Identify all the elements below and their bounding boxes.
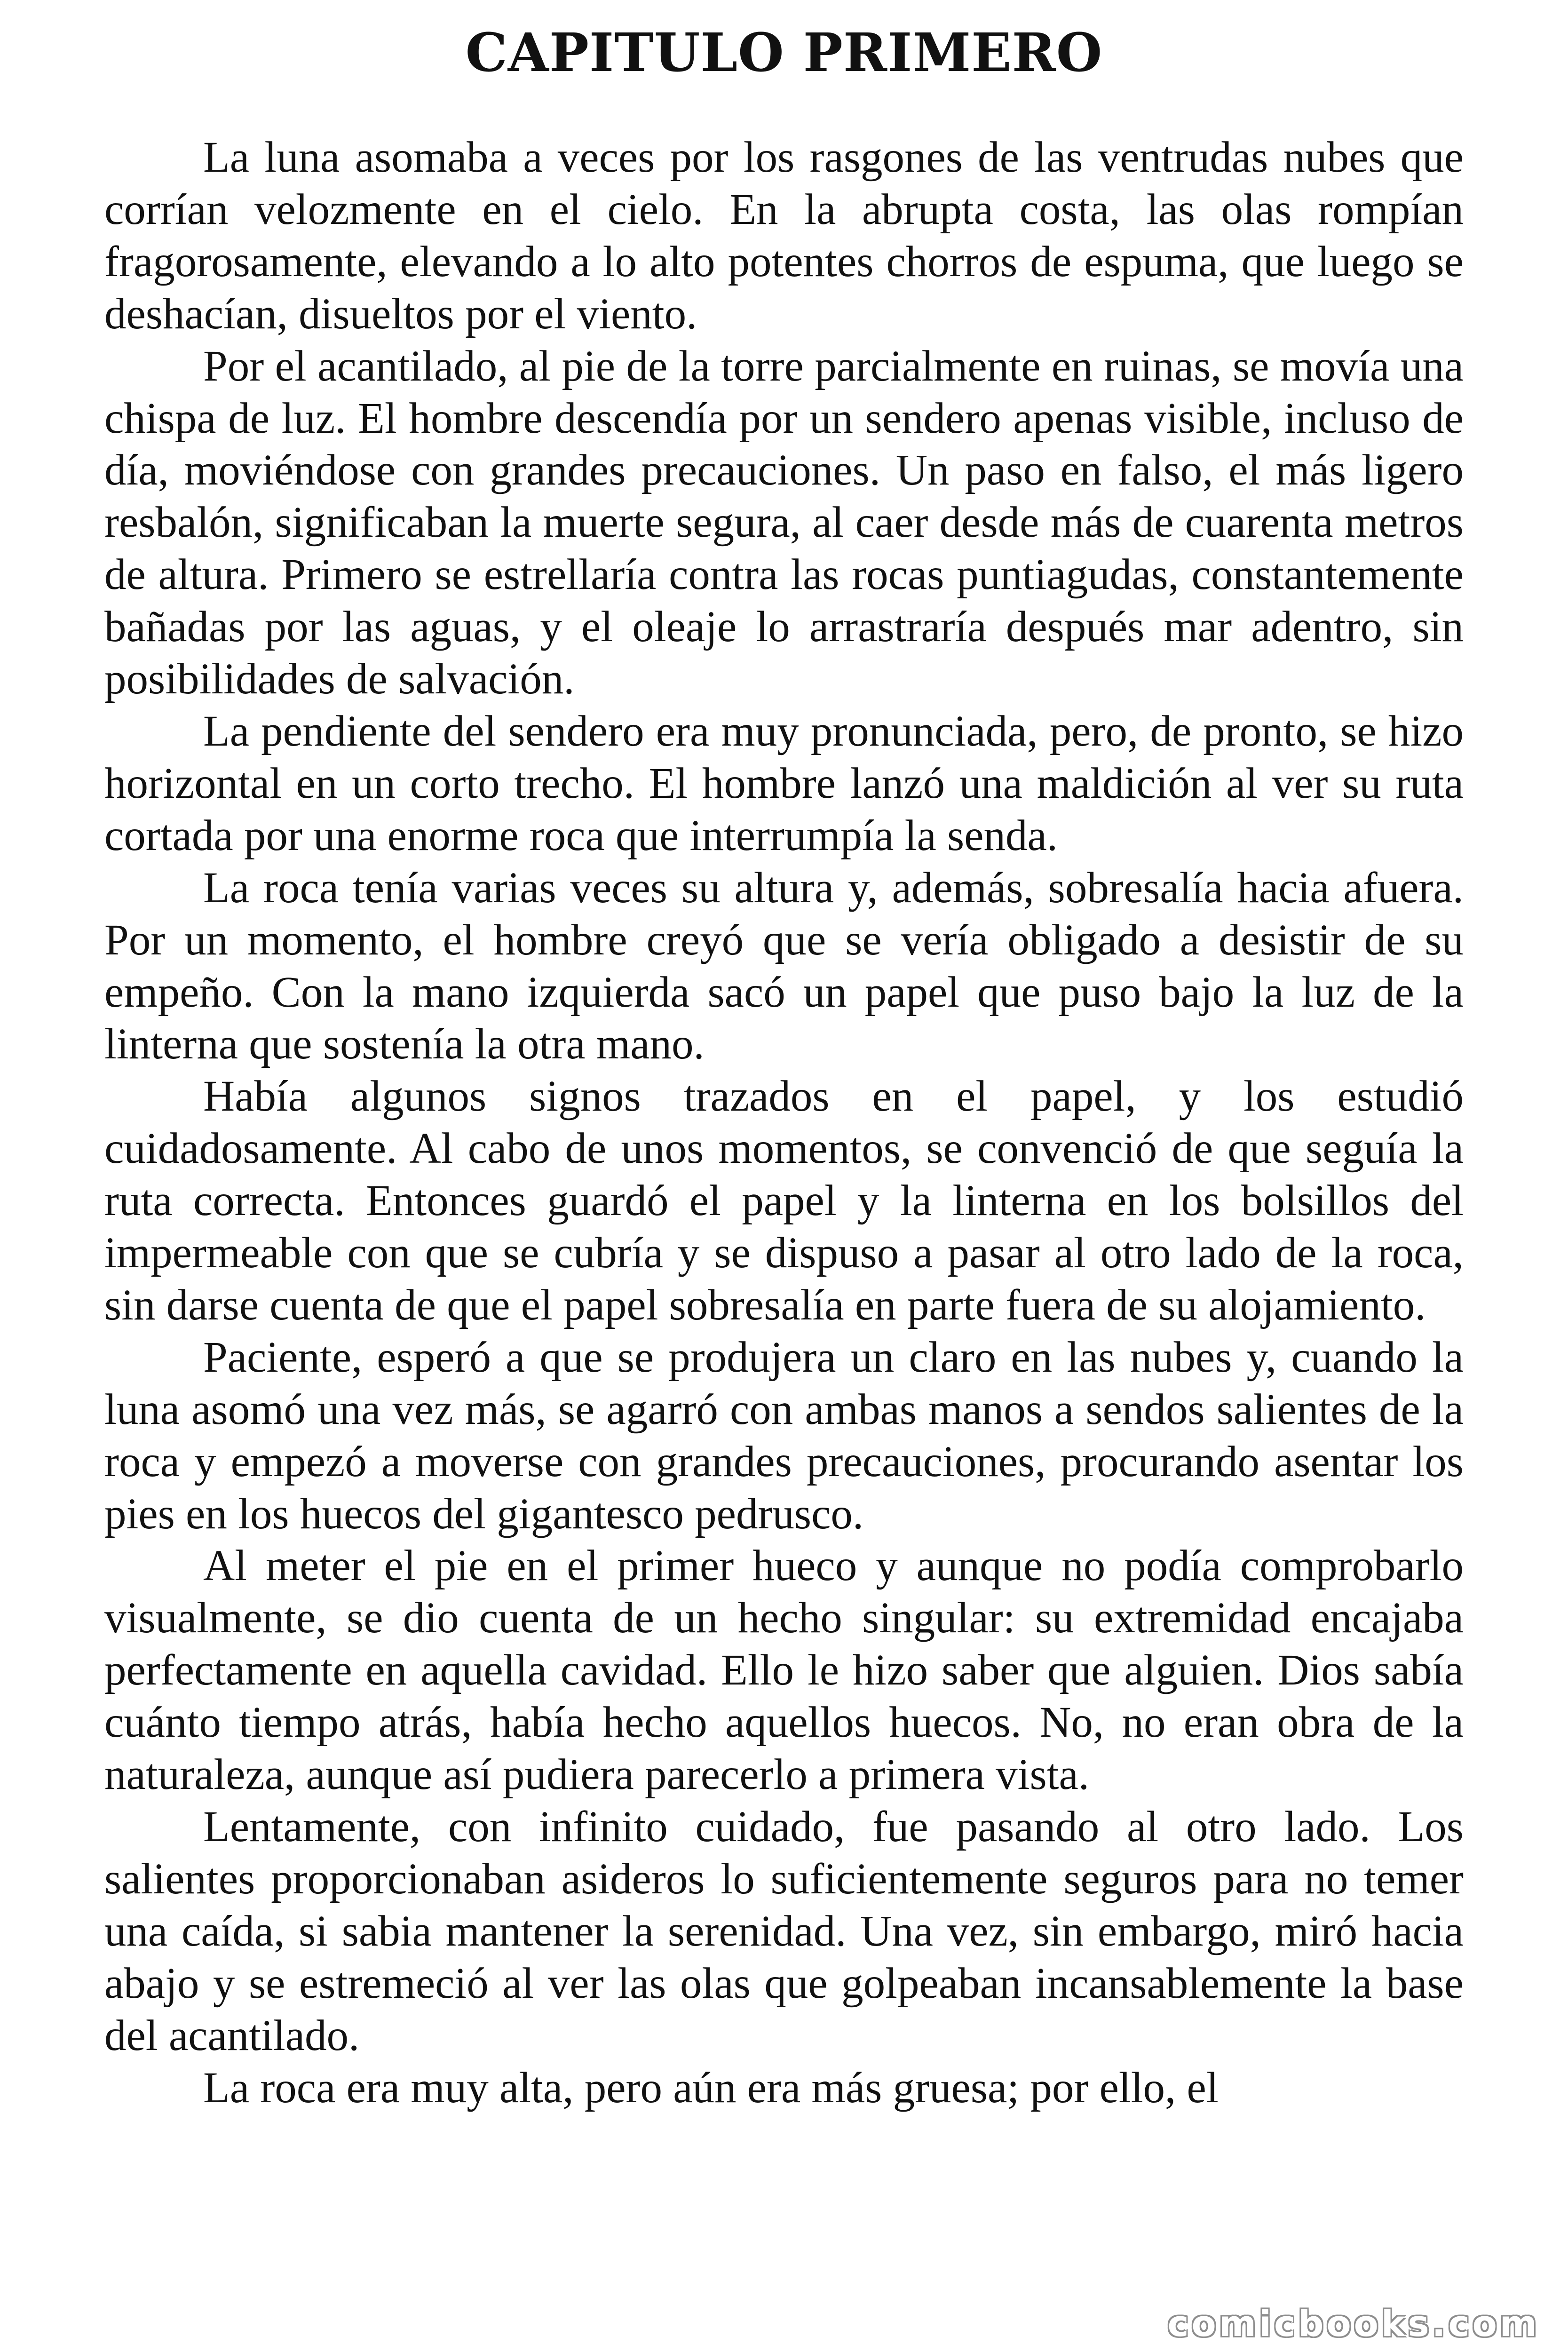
paragraph-2: Por el acantilado, al pie de la torre parcialmente en ruinas, se movía una chispa de luz. El hombre descendía por un sendero apenas visible, incluso de día, moviéndose con grandes precauciones. Un paso en falso, el más ligero resbalón, significaban la muerte segura, al caer desde más de cuarenta metros de altura. Primero se estrellaría contra las rocas puntiagudas, constantemente bañadas por las aguas, y el oleaje lo arrastraría después mar adentro, sin posibilidades de salvación. [104,342,1464,704]
paragraph-5: Había algunos signos trazados en el papel, y los estudió cuidadosamente. Al cabo de unos momentos, se convenció de que seguía la ruta correcta. Entonces guardó el papel y la linterna en los bolsillos del impermeable con que se cubría y se dispuso a pasar al otro lado de la roca, sin darse cuenta de que el papel sobresalía en parte fuera de su alojamiento. [104,1072,1464,1329]
paragraph-1: La luna asomaba a veces por los rasgones de las ventrudas nubes que corrían velozmente en el cielo. En la abrupta costa, las olas rompían fragorosamente, elevando a lo alto potentes chorros de espuma, que luego se deshacían, disueltos por el viento. [104,133,1464,338]
paragraph-4: La roca tenía varias veces su altura y, además, sobresalía hacia afuera. Por un momento, el hombre creyó que se vería obligado a desistir de su empeño. Con la mano izquierda sacó un papel que puso bajo la luz de la linterna que sostenía la otra mano. [104,863,1464,1069]
paragraph-7: Al meter el pie en el primer hueco y aunque no podía comprobarlo visualmente, se dio cuenta de un hecho singular: su extremidad encajaba perfectamente en aquella cavidad. Ello le hizo saber que alguien. Dios sabía cuánto tiempo atrás, había hecho aquellos huecos. No, no eran obra de la naturaleza, aunque así pudiera parecerlo a primera vista. [104,1542,1464,1799]
watermark: comicbooks.com [1167,2303,1540,2344]
paragraph-9: La roca era muy alta, pero aún era más gruesa; por ello, el [203,2063,1219,2112]
paragraph-8: Lentamente, con infinito cuidado, fue pasando al otro lado. Los salientes proporcionaban asideros lo suficientemente seguros para no temer una caída, si sabia mantener la serenidad. Una vez, sin embargo, miró hacia abajo y se estremeció al ver las olas que golpeaban incansablemente la base del acantilado. [104,1803,1464,2060]
chapter-title: CAPITULO PRIMERO [465,22,1103,84]
chapter-body [104,132,1464,2114]
paragraph-6: Paciente, esperó a que se produjera un claro en las nubes y, cuando la luna asomó una vez más, se agarró con ambas manos a sendos salientes de la roca y empezó a moverse con grandes precauciones, procurando asentar los pies en los huecos del gigantesco pedrusco. [104,1333,1464,1538]
paragraph-3: La pendiente del sendero era muy pronunciada, pero, de pronto, se hizo horizontal en un corto trecho. El hombre lanzó una maldición al ver su ruta cortada por una enorme roca que interrumpía la senda. [104,707,1464,860]
